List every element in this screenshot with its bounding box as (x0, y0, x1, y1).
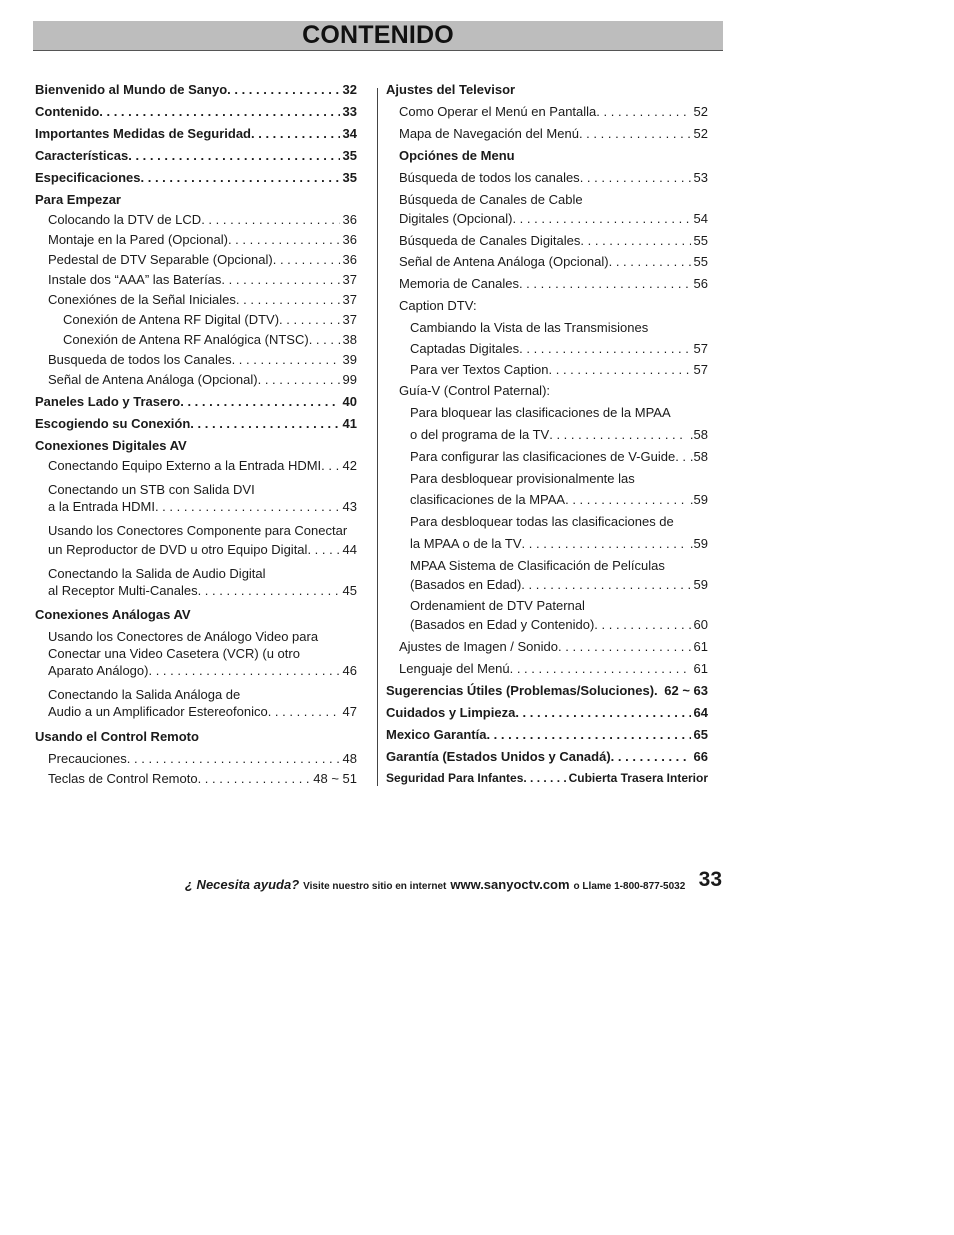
toc-entry-lenguaje[interactable]: Lenguaje del Menú . . . 61 (386, 660, 708, 677)
toc-entry-cable-line1: Búsqueda de Canales de Cable (399, 192, 583, 207)
toc-entry-sugerencias[interactable]: Sugerencias Útiles (Problemas/Soluciones) . . . 62 ~ 63 (386, 682, 708, 699)
toc-entry-bienvenido[interactable]: Bienvenido al Mundo de Sanyo . . . 32 (35, 81, 357, 98)
section-heading-conexiones-analogas: Conexiones Análogas AV (35, 607, 191, 622)
visit-text: Visite nuestro sitio en internet (303, 881, 447, 892)
toc-entry-digitales[interactable]: Búsqueda de Canales Digitales . . . 55 (386, 232, 708, 249)
toc-entry-especificaciones[interactable]: Especificaciones . . . 35 (35, 169, 357, 186)
toc-right-column (386, 79, 708, 787)
section-heading-conexiones-digitales: Conexiones Digitales AV (35, 438, 187, 453)
toc-entry-pedestal[interactable]: Pedestal de DTV Separable (Opcional) . . . 36 (35, 251, 357, 268)
toc-entry-stb[interactable]: a la Entrada HDMI . . . 43 (35, 498, 357, 515)
toc-entry-componente[interactable]: un Reproductor de DVD u otro Equipo Digital . . . 44 (35, 541, 357, 558)
toc-entry-mexico[interactable]: Mexico Garantía . . . 65 (386, 726, 708, 743)
toc-entry-audio-analoga-line1: Conectando la Salida Análoga de (48, 687, 241, 702)
toc-entry-bloquear[interactable]: o del programa de la TV . . . .58 (386, 426, 708, 443)
footer (185, 868, 725, 892)
toc-entry-medidas[interactable]: Importantes Medidas de Seguridad . . . 34 (35, 125, 357, 142)
toc-entry-desbloquear-todas[interactable]: la MPAA o de la TV . . . .59 (386, 535, 708, 552)
website-link[interactable]: www.sanyoctv.com (450, 877, 570, 892)
page-number: 33 (698, 868, 722, 891)
toc-entry-cambiando-line1: Cambiando la Vista de las Transmisiones (410, 320, 649, 335)
toc-entry-seguridad[interactable]: Seguridad Para Infantes . . . Cubierta Trasera Interior (386, 770, 708, 787)
toc-entry-ordenamient[interactable]: (Basados en Edad y Contenido) . . . 60 (386, 616, 708, 633)
toc-entry-mapa[interactable]: Mapa de Navegación del Menú . . . 52 (386, 125, 708, 142)
toc-entry-audio-digital[interactable]: al Receptor Multi-Canales . . . 45 (35, 582, 357, 599)
toc-entry-memoria[interactable]: Memoria de Canales . . . 56 (386, 275, 708, 292)
toc-entry-hdmi[interactable]: Conectando Equipo Externo a la Entrada HDMI . . . 42 (35, 457, 357, 474)
toc-entry-analogo[interactable]: Aparato Análogo) . . . 46 (35, 662, 357, 679)
toc-entry-instale[interactable]: Instale dos “AAA” las Baterías . . . 37 (35, 271, 357, 288)
toc-entry-cambiando[interactable]: Captadas Digitales . . . 57 (386, 340, 708, 357)
page-title: CONTENIDO (302, 21, 454, 49)
toc-entry-busqueda[interactable]: Busqueda de todos los Canales . . . 39 (35, 351, 357, 368)
section-heading-para-empezar: Para Empezar (35, 192, 121, 207)
toc-entry-como-operar[interactable]: Como Operar el Menú en Pantalla . . . 52 (386, 103, 708, 120)
toc-entry-audio-digital-line1: Conectando la Salida de Audio Digital (48, 566, 266, 581)
toc-entry-configurar[interactable]: Para configurar las clasificaciones de V-Guide . . . .58 (386, 448, 708, 465)
toc-entry-teclas[interactable]: Teclas de Control Remoto . . . 48 ~ 51 (35, 770, 357, 787)
toc-left-column (35, 79, 357, 787)
toc-entry-mpaa[interactable]: (Basados en Edad) . . . 59 (386, 576, 708, 593)
toc-entry-desbloquear-prov[interactable]: clasificaciones de la MPAA . . . .59 (386, 491, 708, 508)
toc-entry-paneles[interactable]: Paneles Lado y Trasero . . . 40 (35, 393, 357, 410)
toc-entry-contenido[interactable]: Contenido . . . 33 (35, 103, 357, 120)
toc-entry-desbloquear-todas-line1: Para desbloquear todas las clasificaciones de (410, 514, 674, 529)
toc-entry-colocando[interactable]: Colocando la DTV de LCD . . . 36 (35, 211, 357, 228)
toc-entry-caracteristicas[interactable]: Características . . . 35 (35, 147, 357, 164)
toc-entry-cuidados[interactable]: Cuidados y Limpieza . . . 64 (386, 704, 708, 721)
toc-entry-precauciones[interactable]: Precauciones . . . 48 (35, 750, 357, 767)
toc-entry-ajustes-imagen[interactable]: Ajustes de Imagen / Sonido . . . 61 (386, 638, 708, 655)
toc-entry-garantia[interactable]: Garantía (Estados Unidos y Canadá) . . . 66 (386, 748, 708, 765)
need-help-text: ¿ Necesita ayuda? (185, 877, 300, 892)
toc-entry-escogiendo[interactable]: Escogiendo su Conexión . . . 41 (35, 415, 357, 432)
toc-entry-senal-antena-right[interactable]: Señal de Antena Análoga (Opcional) . . . 55 (386, 253, 708, 270)
toc-entry-bloquear-line1: Para bloquear las clasificaciones de la MPAA (410, 405, 671, 420)
toc-entry-mpaa-line1: MPAA Sistema de Clasificación de Películas (410, 558, 665, 573)
toc-entry-montaje[interactable]: Montaje en la Pared (Opcional) . . . 36 (35, 231, 357, 248)
toc-entry-audio-analoga[interactable]: Audio a un Amplificador Estereofonico . . . 47 (35, 703, 357, 720)
toc-entry-antena-analogica[interactable]: Conexión de Antena RF Analógica (NTSC) . . . 38 (35, 331, 357, 348)
toc-entry-conexiones-senal[interactable]: Conexiónes de la Señal Iniciales . . . 37 (35, 291, 357, 308)
toc-entry-antena-digital[interactable]: Conexión de Antena RF Digital (DTV) . . . 37 (35, 311, 357, 328)
toc-entry-senal-antena[interactable]: Señal de Antena Análoga (Opcional) . . . 99 (35, 371, 357, 388)
toc-entry-busqueda-todos[interactable]: Búsqueda de todos los canales . . . 53 (386, 169, 708, 186)
toc-entry-ordenamient-line1: Ordenamient de DTV Paternal (410, 598, 585, 613)
section-heading-ajustes-televisor: Ajustes del Televisor (386, 82, 516, 97)
toc-entry-componente-line1: Usando los Conectores Componente para Conectar (48, 523, 348, 538)
toc-entry-desbloquear-prov-line1: Para desbloquear provisionalmente las (410, 471, 635, 486)
column-divider (377, 88, 378, 786)
toc-entry-caption-dtv: Caption DTV: (399, 298, 477, 313)
toc-entry-analogo-line1: Usando los Conectores de Análogo Video para (48, 629, 319, 644)
toc-entry-analogo-line2: Conectar una Video Casetera (VCR) (u otro (48, 646, 300, 661)
toc-entry-guia-v: Guía-V (Control Paternal): (399, 383, 551, 398)
section-heading-control-remoto: Usando el Control Remoto (35, 729, 199, 744)
section-heading-opciones: Opciónes de Menu (399, 148, 515, 163)
toc-entry-textos-caption[interactable]: Para ver Textos Caption . . . 57 (386, 361, 708, 378)
title-bar (33, 21, 723, 51)
toc-entry-stb-line1: Conectando un STB con Salida DVI (48, 482, 255, 497)
toc-entry-cable[interactable]: Digitales (Opcional) . . . 54 (386, 210, 708, 227)
call-text: o Llame 1-800-877-5032 (573, 881, 686, 892)
